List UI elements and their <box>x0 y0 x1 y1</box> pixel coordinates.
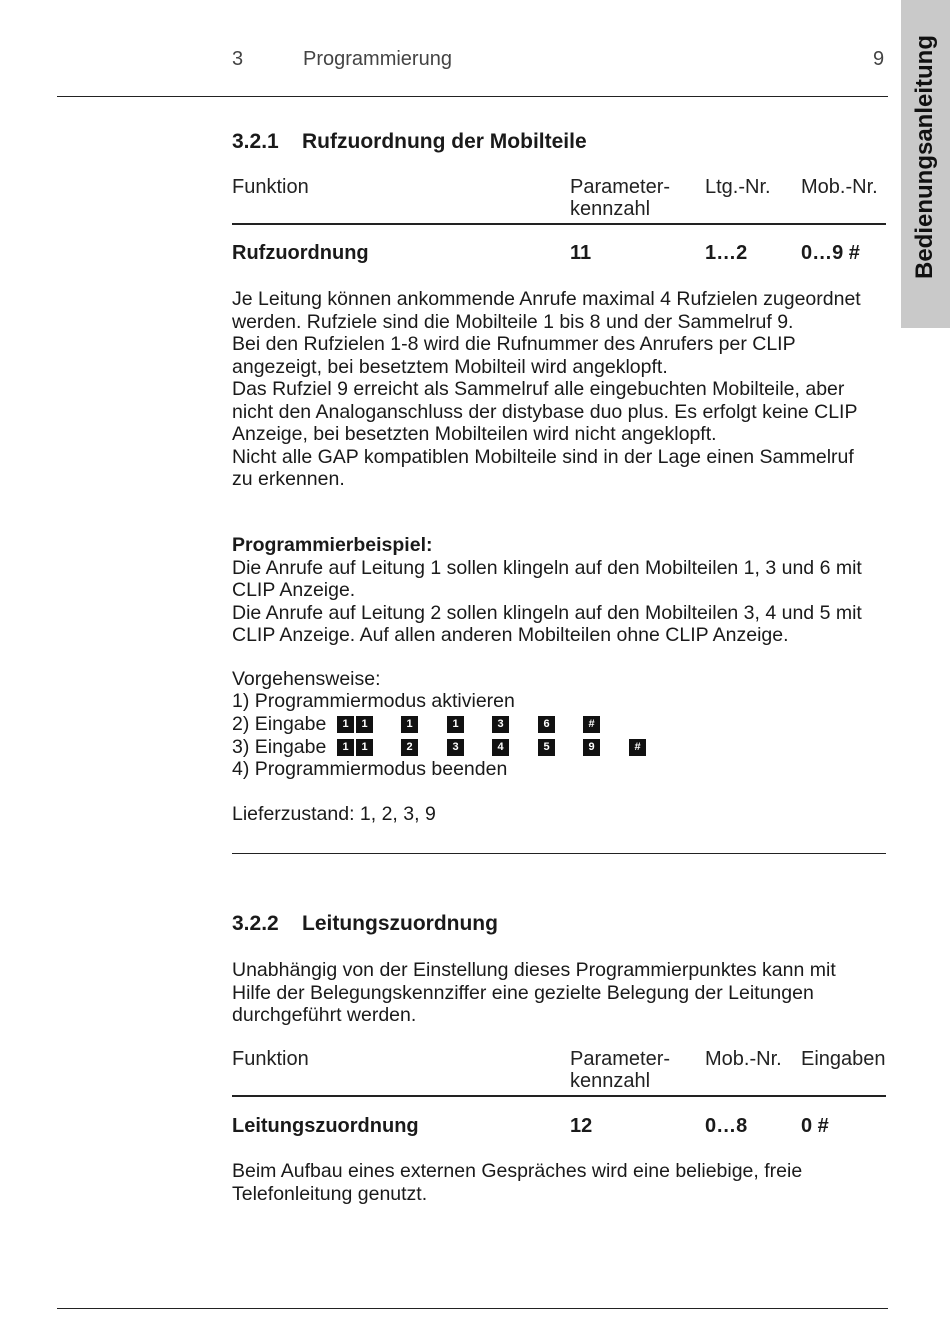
s2-th-param-line1: Parameter- <box>570 1048 671 1070</box>
s2-th-col4: Eingaben <box>801 1048 886 1070</box>
s1-th-col4: Mob.-Nr. <box>801 176 878 198</box>
s1-row-funktion: Rufzuordnung <box>232 242 369 264</box>
key-1-icon: 1 <box>356 739 373 756</box>
s1-row-col4: 0…9 # <box>801 242 860 264</box>
s1-text-line: angezeigt, bei besetztem Mobilteil wird angeklopft. <box>232 355 668 378</box>
s2-th-param <box>570 1048 670 1092</box>
s2-th-param-line2: kennzahl <box>570 1070 651 1092</box>
s2-row-funktion: Leitungszuordnung <box>232 1115 419 1137</box>
default-state: Lieferzustand: 1, 2, 3, 9 <box>232 803 436 825</box>
s2-text-line: Beim Aufbau eines externen Gespräches wird eine beliebige, freie <box>232 1160 803 1182</box>
key-4-icon: 4 <box>492 739 509 756</box>
s1-text-line: zu erkennen. <box>232 468 345 490</box>
example-line: Die Anrufe auf Leitung 1 sollen klingeln auf den Mobilteilen 1, 3 und 6 mit <box>232 556 862 579</box>
procedure-step2-label: 2) Eingabe <box>232 713 327 735</box>
procedure-heading: Vorgehensweise: <box>232 668 381 690</box>
s1-description <box>232 288 892 491</box>
section1-number: 3.2.1 <box>232 130 279 153</box>
chapter-title: Programmierung <box>303 48 452 70</box>
s1-text-line: Das Rufziel 9 erreicht als Sammelruf alle eingebuchten Mobilteile, aber <box>232 378 845 400</box>
key-hash-icon: # <box>583 716 600 733</box>
s2-intro <box>232 959 892 1027</box>
section1-heading <box>232 130 587 154</box>
page-number: 9 <box>873 48 885 70</box>
section2-heading <box>232 912 498 936</box>
key-1-icon: 1 <box>447 716 464 733</box>
s1-row-param: 11 <box>570 242 592 264</box>
example-line: Die Anrufe auf Leitung 2 sollen klingeln auf den Mobilteilen 3, 4 und 5 mit <box>232 601 862 624</box>
key-9-icon: 9 <box>583 739 600 756</box>
s1-text-line: nicht den Analoganschluss der distybase duo plus. Es erfolgt keine CLIP <box>232 400 858 423</box>
s1-th-param <box>570 176 670 220</box>
s1-text-line: Nicht alle GAP kompatiblen Mobilteile sind in der Lage einen Sammelruf <box>232 445 854 468</box>
s2-intro-line: Unabhängig von der Einstellung dieses Programmierpunktes kann mit <box>232 959 836 981</box>
procedure-step3-label: 3) Eingabe <box>232 736 327 758</box>
s2-row-param: 12 <box>570 1115 593 1137</box>
section2-title: Leitungszuordnung <box>302 912 498 935</box>
s1-text-line: Je Leitung können ankommende Anrufe maximal 4 Rufzielen zugeordnet <box>232 288 861 310</box>
key-1-icon: 1 <box>401 716 418 733</box>
side-tab-label: Bedienungsanleitung <box>911 34 938 280</box>
s2-th-col3: Mob.-Nr. <box>705 1048 782 1070</box>
key-hash-icon: # <box>629 739 646 756</box>
s1-th-param-line1: Parameter- <box>570 176 671 198</box>
key-6-icon: 6 <box>538 716 555 733</box>
key-1-icon: 1 <box>356 716 373 733</box>
example-line: CLIP Anzeige. Auf allen anderen Mobilteilen ohne CLIP Anzeige. <box>232 624 789 646</box>
s1-th-col3: Ltg.-Nr. <box>705 176 771 198</box>
s1-example <box>232 534 892 647</box>
section-divider <box>232 853 886 854</box>
header-rule <box>57 96 888 97</box>
s2-description <box>232 1160 892 1205</box>
s2-th-funktion: Funktion <box>232 1048 309 1070</box>
key-1-icon: 1 <box>337 716 354 733</box>
s2-intro-line: durchgeführt werden. <box>232 1004 417 1026</box>
s2-row-col3: 0…8 <box>705 1115 748 1137</box>
s1-text-line: werden. Rufziele sind die Mobilteile 1 bis 8 und der Sammelruf 9. <box>232 310 794 333</box>
procedure-step1: 1) Programmiermodus aktivieren <box>232 690 515 712</box>
chapter-number: 3 <box>232 48 244 70</box>
s1-table-rule <box>232 223 886 225</box>
key-5-icon: 5 <box>538 739 555 756</box>
footer-rule <box>57 1308 888 1309</box>
s2-text-line: Telefonleitung genutzt. <box>232 1182 428 1205</box>
s1-th-funktion: Funktion <box>232 176 309 198</box>
s1-row-col3: 1…2 <box>705 242 748 264</box>
key-2-icon: 2 <box>401 739 418 756</box>
key-1-icon: 1 <box>337 739 354 756</box>
section2-number: 3.2.2 <box>232 912 279 935</box>
section1-title: Rufzuordnung der Mobilteile <box>302 130 587 153</box>
example-line: CLIP Anzeige. <box>232 579 356 601</box>
s1-text-line: Anzeige, bei besetzten Mobilteilen wird nicht angeklopft. <box>232 423 717 445</box>
s2-table-rule <box>232 1095 886 1097</box>
procedure-step4: 4) Programmiermodus beenden <box>232 758 508 780</box>
example-heading: Programmierbeispiel: <box>232 534 433 556</box>
s1-th-param-line2: kennzahl <box>570 198 651 220</box>
s2-row-col4: 0 # <box>801 1115 829 1137</box>
key-3-icon: 3 <box>447 739 464 756</box>
s1-text-line: Bei den Rufzielen 1-8 wird die Rufnummer des Anrufers per CLIP <box>232 333 796 355</box>
key-3-icon: 3 <box>492 716 509 733</box>
s2-intro-line: Hilfe der Belegungskennziffer eine gezielte Belegung der Leitungen <box>232 981 814 1004</box>
